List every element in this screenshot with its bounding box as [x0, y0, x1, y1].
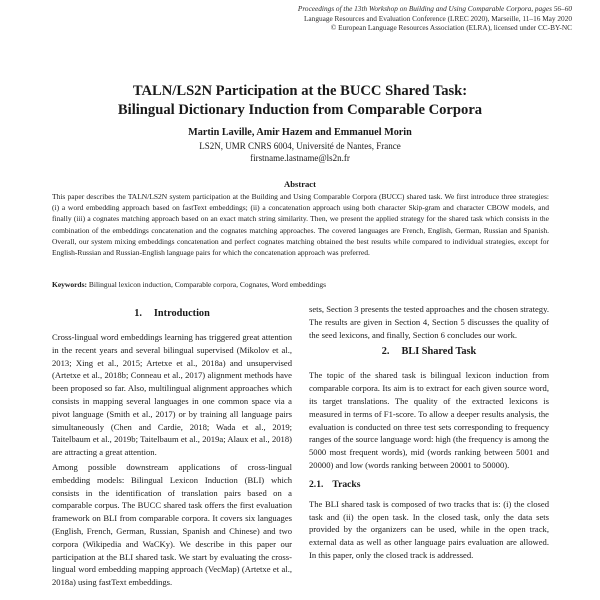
section-2-title: BLI Shared Task — [401, 346, 477, 358]
proceedings-header — [242, 4, 572, 33]
paper-title — [0, 82, 600, 120]
right-column — [309, 303, 549, 564]
header-conference-line: Language Resources and Evaluation Conference (LREC 2020), Marseille, 11–16 May 2020 — [303, 13, 572, 23]
bli-paragraph: The topic of the shared task is bilingual lexicon induction from comparable corpora. Its aim is to extract for each given source word, its target translations. The quality of the extracted lexicons is measured in terms of F1-score. To allow a deeper results analysis, the evaluation is conducted on three test sets corresponding to frequency ranges of the source language word: high (the frequency is among the 5000 most frequent words), mid (words ranking between 5001 and 20000) and low (words ranking between 20001 to 50000). — [309, 370, 549, 470]
section-2-1-number: 2.1. — [309, 478, 324, 490]
intro-paragraph-continued: sets, Section 3 presents the tested approaches and the chosen strategy. The results are given in Section 4, Section 5 discusses the quality of the seed lexicons, and finally, Section 6 concludes our work. — [309, 304, 549, 340]
section-2-1-heading — [309, 478, 549, 491]
header-proceedings-line: Proceedings of the 13th Workshop on Building and Using Comparable Corpora, pages 56–60 — [297, 4, 572, 13]
author-email: firstname.lastname@ls2n.fr — [250, 153, 350, 163]
abstract-heading: Abstract — [284, 179, 316, 189]
affiliation-line: LS2N, UMR CNRS 6004, Université de Nantes, France — [199, 141, 401, 151]
keywords-text: Bilingual lexicon induction, Comparable corpora, Cognates, Word embeddings — [88, 280, 327, 289]
section-2-1-title: Tracks — [332, 478, 361, 490]
section-1-heading — [52, 307, 292, 321]
left-column — [52, 303, 292, 591]
keywords — [52, 279, 549, 290]
authors: Martin Laville, Amir Hazem and Emmanuel Morin — [188, 127, 412, 138]
intro-paragraph-2: Among possible downstream applications of cross-lingual embedding models: Bilingual Lexicon Induction (BLI) which consists in the identification of translation pairs based on a comparable corpus. The BUCC shared task offers the first evaluation framework on BLI from comparable corpora. It covers six languages (English, French, German, Russian, Spanish and Chinese) and two corpora (Wikipedia and WaCKy). We describe in this paper our participation at the BLI shared task. We start by evaluating the cross-lingual word embedding mapping approach (VecMap) (Artetxe et al., 2018a) using fastText embeddings. — [52, 461, 292, 588]
tracks-paragraph: The BLI shared task is composed of two tracks that is: (i) the closed task and (ii) the open task. In the closed task, only the data sets provided by the organizers can be used, while in the open track, external data as well as other language pairs evaluation are allowed. In this paper, only the closed track is addressed. — [309, 498, 549, 560]
intro-paragraph-1: Cross-lingual word embeddings learning has triggered great attention in the recent years and several bilingual supervised (Mikolov et al., 2013; Xing et al., 2015; Artetxe et al., 2018a) and unsupervised (Artetxe et al., 2018b; Conneau et al., 2017) alignment methods have been proposed so far. Also, multilingual alignment approaches which consists in mapping several languages in one common space via a pivot language (Smith et al., 2017) or by training all language pairs simultaneously (Chen and Cardie, 2018; Wada et al., 2019; Taitelbaum et al., 2019b; Taitelbaum et al., 2019a; Alaux et al., 2018) are attracting a great attention. — [52, 332, 292, 458]
title-line-1: TALN/LS2N Participation at the BUCC Shared Task: — [132, 83, 468, 99]
section-2-number: 2. — [381, 346, 390, 358]
affiliation — [0, 140, 600, 164]
keywords-label: Keywords: — [52, 280, 87, 289]
header-license-line: © European Language Resources Association (ELRA), licensed under CC-BY-NC — [330, 23, 572, 33]
section-2-heading — [309, 345, 549, 359]
abstract-text: This paper describes the TALN/LS2N system participation at the Building and Using Comparable Corpora (BUCC) shared task. We first introduce three strategies: (i) a word embedding approach based on fastText embeddings; (ii) a concatenation approach using both character Skip-gram and character CBOW models, and finally (iii) a cognates matching approach based on an exact match string similarity. Then, we present the applied strategy for the shared task which consists in the combination of the embeddings concatenation and the cognates matching approaches. The covered languages are French, English, German, Russian and Spanish. Overall, our system mixing embeddings concatenation and perfect cognates matching obtained the best results while compared to individual strategies, except for English-Russian and Russian-English language pairs for which the concatenation approach was preferred. — [52, 192, 549, 258]
title-line-2: Bilingual Dictionary Induction from Comparable Corpora — [117, 102, 483, 118]
section-1-number: 1. — [134, 308, 142, 319]
section-1-title: Introduction — [153, 308, 210, 319]
